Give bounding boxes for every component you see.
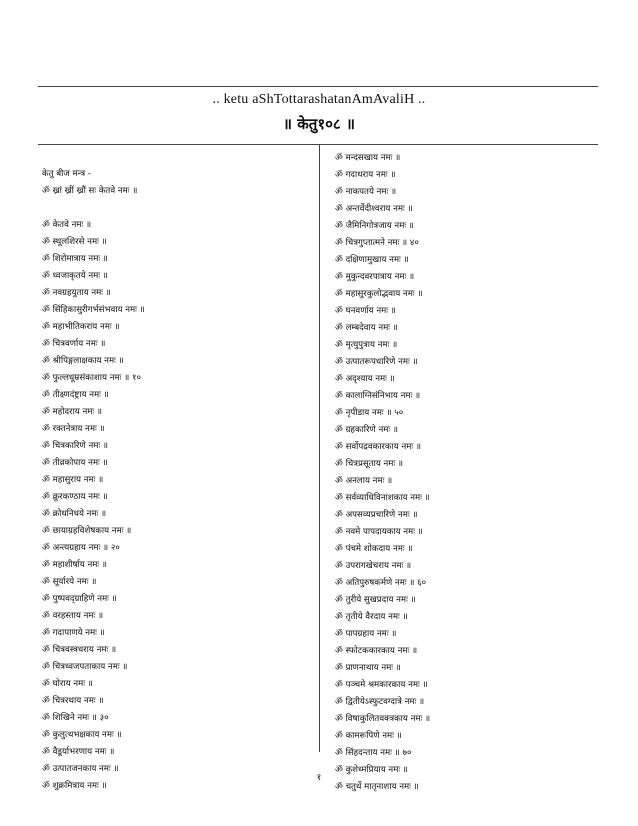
top-rule: [38, 86, 598, 87]
mantra-line: ॐ शुक्रमित्राय नमः ॥: [42, 781, 107, 791]
right-mantra-list: [335, 150, 605, 796]
page-subtitle: ॥ केतु१०८ ॥: [283, 115, 355, 133]
mantra-line: ॐ नृपीडाय नमः ॥ ५०: [335, 408, 404, 418]
mantra-line: ॐ सिंहिकासुरीगर्भसंभवाय नमः ॥: [42, 305, 145, 315]
mantra-line: ॐ नाकपतये नमः ॥: [335, 187, 397, 197]
mantra-line: ॐ कामरूपिणे नमः ॥: [335, 731, 402, 741]
mantra-line: ॐ अन्त्यग्रहाय नमः ॥ २०: [42, 543, 120, 553]
mantra-line: ॐ पापग्रहाय नमः ॥: [335, 629, 397, 639]
mantra-line: ॐ चित्रकारिणे नमः ॥: [42, 441, 109, 451]
mantra-line: ॐ उत्पातजनकाय नमः ॥: [42, 764, 119, 774]
mantra-line: ॐ क्रूरकण्ठाय नमः ॥: [42, 492, 108, 502]
bija-heading: केतु बीज मन्त्र -: [42, 169, 91, 179]
header-rule: [38, 144, 598, 145]
mantra-line: ॐ दक्षिणामुखाय नमः ॥: [335, 255, 409, 265]
mantra-line: ॐ सर्वोपद्रवकारकाय नमः ॥: [335, 442, 422, 452]
mantra-line: ॐ जैमिनिगोत्रजाय नमः ॥: [335, 221, 414, 231]
mantra-line: ॐ कुलुत्थभक्षकाय नमः ॥: [42, 730, 122, 740]
column-divider: [319, 144, 320, 752]
mantra-line: ॐ महोदराय नमः ॥: [42, 407, 103, 417]
mantra-line: ॐ पुष्पवद्ग्राहिणे नमः ॥: [42, 594, 117, 604]
mantra-line: ॐ पंचमे शोकदाय नमः ॥: [335, 544, 413, 554]
mantra-line: ॐ शिखिने नमः ॥ ३०: [42, 713, 109, 723]
mantra-line: ॐ चित्रगुप्तात्मने नमः ॥ ४०: [335, 238, 419, 248]
mantra-line: ॐ तीक्ष्णदंष्ट्राय नमः ॥: [42, 390, 109, 400]
mantra-line: ॐ चित्रप्रसूताय नमः ॥: [335, 459, 404, 469]
spacer: [42, 200, 312, 217]
mantra-line: ॐ चित्रवर्णाय नमः ॥: [42, 339, 106, 349]
mantra-line: ॐ महाभीतिकराय नमः ॥: [42, 322, 120, 332]
mantra-line: ॐ श्रीपिङ्गलाक्षकाय नमः ॥: [42, 356, 124, 366]
mantra-line: ॐ रक्तनेत्राय नमः ॥: [42, 424, 105, 434]
mantra-line: ॐ छायाग्रहविशेषकाय नमः ॥: [42, 526, 132, 536]
mantra-line: ॐ उपरागखेचराय नमः ॥: [335, 561, 412, 571]
page-title: .. ketu aShTottarashatanAmAvaliH ..: [212, 92, 426, 107]
mantra-line: ॐ सर्वव्याधिविनाशकाय नमः ॥: [335, 493, 430, 503]
mantra-line: ॐ कालाग्निसंनिभाय नमः ॥: [335, 391, 421, 401]
mantra-line: ॐ महाशीर्षाय नमः ॥: [42, 560, 108, 570]
mantra-line: ॐ विषाकुलितवक्त्रकाय नमः ॥: [335, 714, 431, 724]
mantra-line: ॐ घोराय नमः ॥: [42, 679, 93, 689]
mantra-line: ॐ चतुर्थे मातृनाशाय नमः ॥: [335, 782, 419, 792]
mantra-line: ॐ सूर्यारये नमः ॥: [42, 577, 97, 587]
mantra-line: ॐ कुशेध्मप्रियाय नमः ॥: [335, 765, 408, 775]
page-number: १: [316, 773, 322, 783]
mantra-line: ॐ अनलाय नमः ॥: [335, 476, 393, 486]
mantra-line: ॐ मृत्युपुत्राय नमः ॥: [335, 340, 398, 350]
mantra-line: ॐ चित्रध्वजपताकाय नमः ॥: [42, 662, 128, 672]
mantra-line: ॐ ग्रहकारिणे नमः ॥: [335, 425, 399, 435]
mantra-line: ॐ चित्ररथाय नमः ॥: [42, 696, 104, 706]
mantra-line: ॐ वैडूर्याभरणाय नमः ॥: [42, 747, 115, 757]
mantra-line: ॐ स्फोटककारकाय नमः ॥: [335, 646, 418, 656]
mantra-line: ॐ वरहस्ताय नमः ॥: [42, 611, 104, 621]
mantra-line: ॐ पञ्चमे श्रमकारकाय नमः ॥: [335, 680, 428, 690]
mantra-line: ॐ अतिपुरुषकर्मणे नमः ॥ ६०: [335, 578, 427, 588]
mantra-line: ॐ अदृश्याय नमः ॥: [335, 374, 395, 384]
mantra-line: ॐ ध्वजाकृतये नमः ॥: [42, 271, 108, 281]
mantra-line: ॐ केतवे नमः ॥: [42, 220, 92, 230]
mantra-line: ॐ लम्बदेवाय नमः ॥: [335, 323, 398, 333]
mantra-line: ॐ मन्दसखाय नमः ॥: [335, 153, 401, 163]
left-column: [42, 166, 312, 795]
mantra-line: ॐ उत्पातरूपधारिणे नमः ॥: [335, 357, 418, 367]
mantra-line: ॐ स्थूलशिरसे नमः ॥: [42, 237, 107, 247]
mantra-line: ॐ गदाधराय नमः ॥: [335, 170, 396, 180]
left-mantra-list: [42, 217, 312, 795]
mantra-line: ॐ शिरोमात्राय नमः ॥: [42, 254, 108, 264]
right-column: [335, 150, 605, 796]
mantra-line: ॐ फुल्लधूम्रसंकाशाय नमः ॥ १०: [42, 373, 141, 383]
mantra-line: ॐ गदापाणये नमः ॥: [42, 628, 105, 638]
mantra-line: ॐ द्वितीयेऽस्फुटवग्दात्रे नमः ॥: [335, 697, 425, 707]
mantra-line: ॐ तुरीये सुखप्रदाय नमः ॥: [335, 595, 416, 605]
mantra-line: ॐ महासुरकुलोद्भवाय नमः ॥: [335, 289, 423, 299]
mantra-line: ॐ महासुराय नमः ॥: [42, 475, 104, 485]
mantra-line: ॐ तीव्रकोपाय नमः ॥: [42, 458, 108, 468]
mantra-line: ॐ सिंहदन्ताय नमः ॥ ७०: [335, 748, 412, 758]
mantra-line: ॐ अपसव्यप्रचारिणे नमः ॥: [335, 510, 418, 520]
mantra-line: ॐ मुकुन्दवरपात्राय नमः ॥: [335, 272, 415, 282]
mantra-line: ॐ अन्तर्वेदीश्वराय नमः ॥: [335, 204, 413, 214]
mantra-line: ॐ प्राणनाथाय नमः ॥: [335, 663, 401, 673]
mantra-line: ॐ चित्रवस्त्रधराय नमः ॥: [42, 645, 117, 655]
mantra-line: ॐ क्रोधनिधये नमः ॥: [42, 509, 107, 519]
mantra-line: ॐ घनवर्णाय नमः ॥: [335, 306, 396, 316]
mantra-line: ॐ नवग्रहयुताय नमः ॥: [42, 288, 111, 298]
mantra-line: ॐ तृतीये वैरदाय नमः ॥: [335, 612, 408, 622]
bija-mantra: ॐ ख्रां ख्रीं ख्रौं सः केतवे नमः ॥: [42, 186, 138, 196]
mantra-line: ॐ नवमे पापदायकाय नमः ॥: [335, 527, 423, 537]
